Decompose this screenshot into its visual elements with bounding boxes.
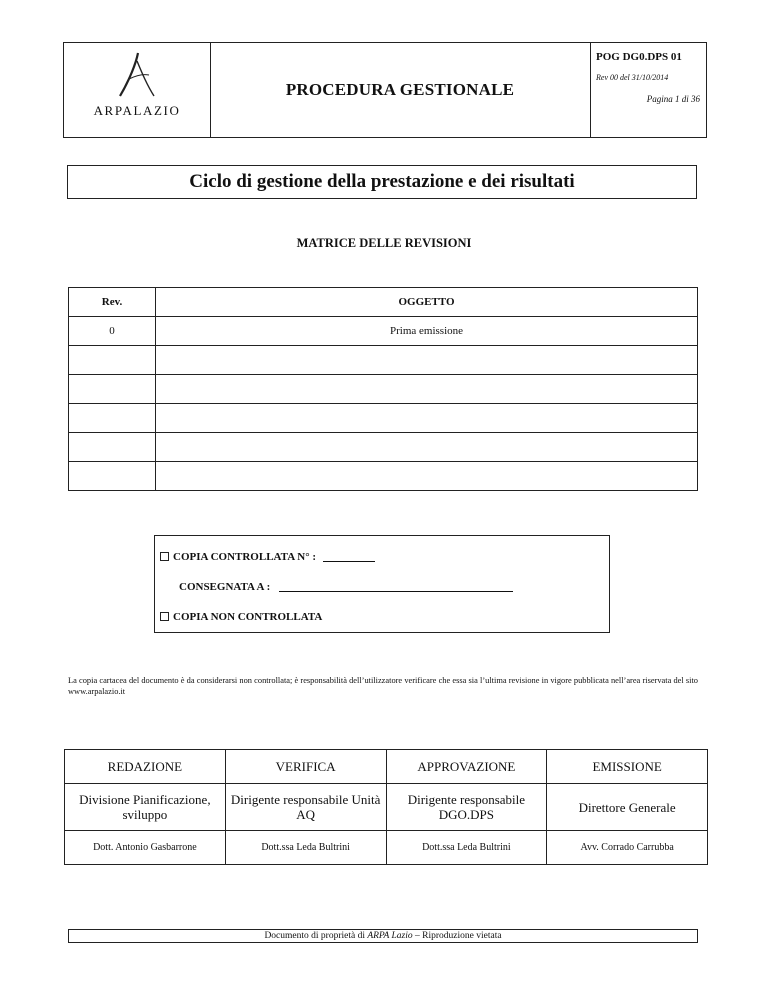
- table-row: [69, 375, 698, 404]
- uncontrolled-copy-checkbox[interactable]: [160, 612, 169, 621]
- signature-table: [64, 749, 708, 865]
- revision-matrix-title: MATRICE DELLE REVISIONI: [296, 236, 472, 250]
- logo: [64, 43, 211, 137]
- oggetto-cell: [156, 404, 698, 433]
- uncontrolled-copy-row: [160, 611, 322, 623]
- role-verifica: Dirigente responsabile Unità AQ: [225, 784, 386, 831]
- document-meta: [590, 43, 706, 137]
- table-row: [69, 404, 698, 433]
- oggetto-cell: [156, 346, 698, 375]
- header-redazione: REDAZIONE: [65, 750, 226, 784]
- page-number: Pagina 1 di 36: [646, 94, 700, 104]
- procedure-type-label: PROCEDURA GESTIONALE: [285, 80, 515, 99]
- controlled-copy-number-field[interactable]: [323, 551, 375, 562]
- oggetto-cell: [156, 433, 698, 462]
- document-code: POG DG0.DPS 01: [596, 51, 682, 63]
- logo-text: ARPALAZIO: [93, 103, 181, 118]
- footer-owner: ARPA Lazio: [367, 931, 413, 941]
- procedure-type: [210, 43, 591, 137]
- footer-suffix: – Riproduzione vietata: [412, 931, 502, 941]
- arpalazio-logo-icon: [111, 49, 163, 101]
- name-verifica: Dott.ssa Leda Bultrini: [225, 831, 386, 865]
- oggetto-cell: Prima emissione: [156, 317, 698, 346]
- document-title-box: [67, 165, 697, 199]
- table-row: [69, 462, 698, 491]
- rev-cell: 0: [69, 317, 156, 346]
- rev-cell: [69, 433, 156, 462]
- delivered-to-field[interactable]: [279, 581, 513, 592]
- signature-header-row: [65, 750, 708, 784]
- table-row: [69, 317, 698, 346]
- delivered-to-label: CONSEGNATA A :: [179, 581, 271, 593]
- role-approvazione: Dirigente responsabile DGO.DPS: [386, 784, 547, 831]
- table-row: [69, 346, 698, 375]
- column-header-oggetto: OGGETTO: [156, 288, 698, 317]
- name-emissione: Avv. Corrado Carrubba: [547, 831, 708, 865]
- footer-prefix: Documento di proprietà di: [264, 931, 368, 941]
- controlled-copy-checkbox[interactable]: [160, 552, 169, 561]
- table-row: [69, 433, 698, 462]
- header-emissione: EMISSIONE: [547, 750, 708, 784]
- name-approvazione: Dott.ssa Leda Bultrini: [386, 831, 547, 865]
- header-approvazione: APPROVAZIONE: [386, 750, 547, 784]
- document-title: Ciclo di gestione della prestazione e dei risultati: [189, 171, 575, 192]
- rev-cell: [69, 375, 156, 404]
- rev-cell: [69, 346, 156, 375]
- document-header: [63, 42, 707, 138]
- rev-cell: [69, 404, 156, 433]
- column-header-rev: Rev.: [69, 288, 156, 317]
- page-footer: [68, 929, 698, 943]
- header-verifica: VERIFICA: [225, 750, 386, 784]
- oggetto-cell: [156, 375, 698, 404]
- signature-role-row: [65, 784, 708, 831]
- role-emissione: Direttore Generale: [547, 784, 708, 831]
- revision-date: Rev 00 del 31/10/2014: [596, 73, 669, 82]
- table-header-row: [69, 288, 698, 317]
- copy-control-box: [154, 535, 610, 633]
- name-redazione: Dott. Antonio Gasbarrone: [65, 831, 226, 865]
- uncontrolled-copy-label: COPIA NON CONTROLLATA: [173, 611, 323, 623]
- signature-name-row: [65, 831, 708, 865]
- role-redazione: Divisione Pianificazione, sviluppo: [65, 784, 226, 831]
- oggetto-cell: [156, 462, 698, 491]
- controlled-copy-label: COPIA CONTROLLATA N° :: [173, 551, 317, 563]
- copy-disclaimer-note: La copia cartacea del documento è da considerarsi non controllata; è responsabilità dell’utilizzatore verificare che essa sia l’ultima revisione in vigore pubblicata nell’area riservata del sito www.arpalazio.it: [68, 676, 698, 696]
- delivered-to-row: [179, 581, 513, 593]
- controlled-copy-row: [160, 551, 375, 563]
- rev-cell: [69, 462, 156, 491]
- revision-matrix-table: [68, 287, 698, 491]
